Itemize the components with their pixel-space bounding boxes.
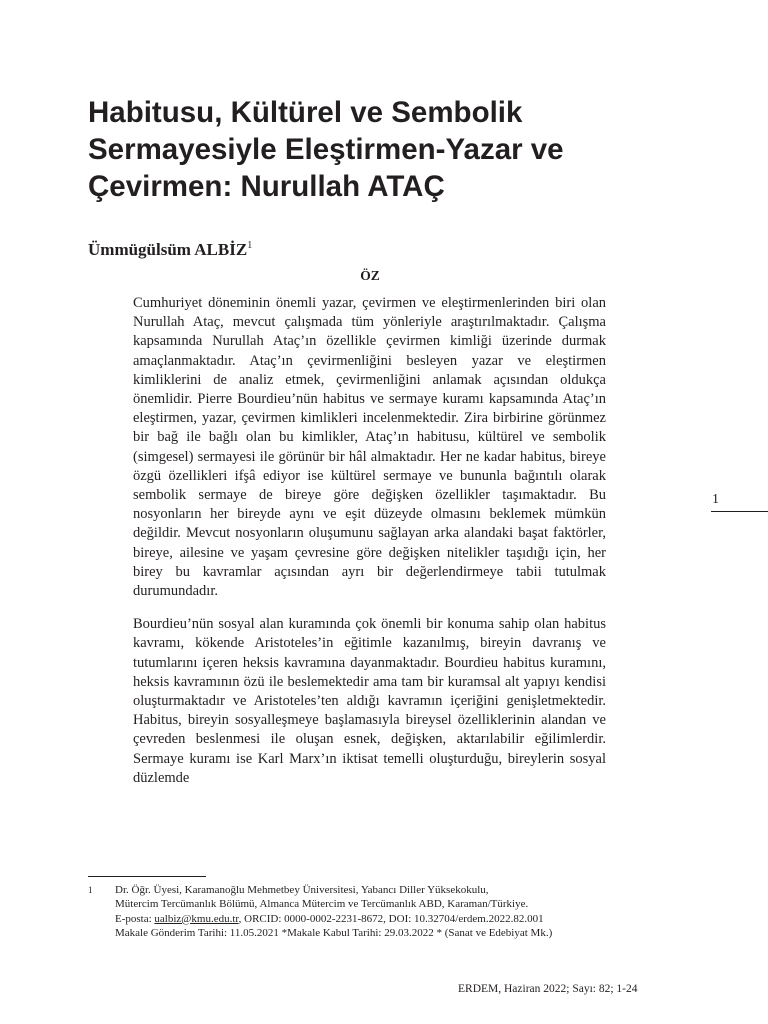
footnote-line-2: Mütercim Tercümanlık Bölümü, Almanca Mütercim ve Tercümanlık ABD, Karaman/Türkiye. — [115, 898, 529, 911]
page-number: 1 — [712, 492, 719, 507]
abstract-paragraph-2: Bourdieu’nün sosyal alan kuramında çok önemli bir konuma sahip olan habitus kavramı, kökende Aristoteles’in eğitimle kazanılmış, bireyin davranış ve tutumlarını içeren heksis kavramına dayanmaktadır. Bourdieu habitus kuramını, heksis kavramının özü ile beslemektedir ama tam bir kuramsal alt yapıyı kendisi oluşturmaktadır ve Aristoteles’ten aldığı kavramın içeriğini genişletmektedir. Habitus, bireyin sosyalleşmeye başlamasıyla bireysel özelliklerinin alandan ve çevreden beslenmesi ile oluşan esnek, değişken, aktarılabilir eğilimlerdir. Sermaye kuramı ise Karl Marx’ın iktisat temelli oluşturduğu, bireylerin sosyal düzlemde — [133, 616, 606, 786]
footnote — [88, 883, 688, 940]
abstract-heading: ÖZ — [360, 268, 380, 283]
author-name-text: Ümmügülsüm ALBİZ — [88, 240, 248, 259]
page-number-rule — [711, 511, 768, 512]
footnote-separator — [88, 876, 206, 877]
title-line-2: Sermayesiyle Eleştirmen-Yazar ve — [88, 133, 564, 166]
footnote-body — [115, 883, 688, 940]
footnote-line-3 — [115, 912, 688, 926]
article-title — [88, 94, 688, 205]
title-line-1: Habitusu, Kültürel ve Sembolik — [88, 96, 523, 129]
footnote-mark: 1 — [88, 885, 93, 895]
footnote-line-1: Dr. Öğr. Üyesi, Karamanoğlu Mehmetbey Üniversitesi, Yabancı Diller Yüksekokulu, — [115, 884, 489, 896]
author-name — [88, 240, 252, 260]
abstract-body — [133, 294, 606, 802]
orcid-doi-text: , ORCID: 0000-0002-2231-8672, DOI: 10.32704/erdem.2022.82.001 — [238, 912, 544, 925]
title-line-3: Çevirmen: Nurullah ATAÇ — [88, 170, 445, 203]
email-link[interactable]: ualbiz@kmu.edu.tr — [154, 912, 239, 925]
journal-footer: ERDEM, Haziran 2022; Sayı: 82; 1-24 — [458, 983, 638, 995]
author-footnote-mark: 1 — [247, 240, 253, 251]
footnote-line-4: Makale Gönderim Tarihi: 11.05.2021 *Makale Kabul Tarihi: 29.03.2022 * (Sanat ve Edebiyat Mk.) — [115, 926, 553, 939]
abstract-paragraph-1: Cumhuriyet döneminin önemli yazar, çevirmen ve eleştirmenlerinden biri olan Nurullah Ataç, mevcut çalışmada tüm yönleriyle araştırılmaktadır. Çalışma kapsamında Nurullah Ataç’ın özellikle çevirmen kimliği üzerinde durmak amaçlanmaktadır. Ataç’ın çevirmenliğini besleyen yazar ve eleştirmen kimliklerini de analiz etmek, çevirmenliğini anlamak açısından oldukça önemlidir. Pierre Bourdieu’nün habitus ve sermaye kuramı kapsamında Ataç’ın eleştirmen, yazar, çevirmen kimlikleri incelenmektedir. Zira birbirine görünmez bir bağ ile bağlı olan bu kimlikler, Ataç’ın habitusu, kültürel ve sembolik (simgesel) sermayesi ile görünür bir hâl almaktadır. Her ne kadar habitus, bireye özgü özellikleri ifşâ ediyor ise kültürel sermaye ve bununla bağıntılı olarak sembolik sermaye de bireye göre değişken özellikler taşımaktadır. Bu nosyonların her bireyde aynı ve eşit düzeyde olmasını beklemek mümkün değildir. Mevcut nosyonların oluşumunu sağlayan arka alandaki başat faktörler, bireye, ailesine ve yaşam çevresine göre değişken nitelikler taşıdığı için, her birey bu kavramlar açısından ayrı bir değerlendirmeye tabii tutulmak durumundadır. — [133, 295, 606, 600]
email-label: E-posta: — [115, 912, 155, 925]
